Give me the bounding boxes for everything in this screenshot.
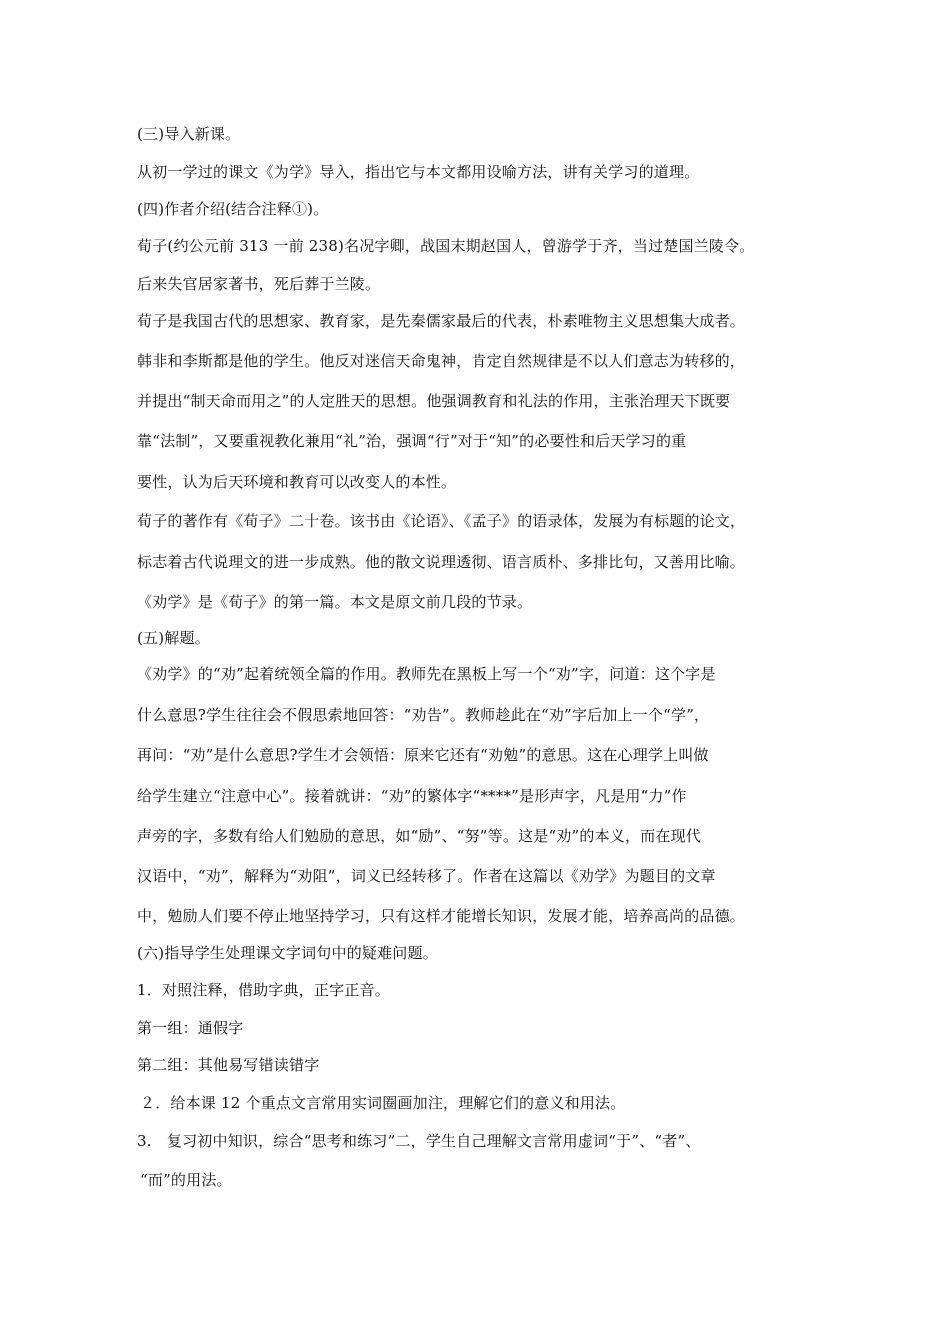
paragraph-line: 给学生建立“注意中心”。接着就讲：“劝”的繁体字“****”是形声字，凡是用“力”作 bbox=[137, 787, 687, 805]
list-item: 1．对照注释，借助字典，正字正音。 bbox=[137, 981, 390, 999]
list-item: 第二组：其他易写错读错字 bbox=[137, 1056, 320, 1074]
paragraph-line: 声旁的字，多数有给人们勉励的意思，如“励”、“努”等。这是“劝”的本义，而在现代 bbox=[137, 827, 702, 845]
heading-guide-students: (六)指导学生处理课文字词句中的疑难问题。 bbox=[137, 944, 438, 962]
paragraph-line: 中，勉励人们要不停止地坚持学习，只有这样才能增长知识，发展才能，培养高尚的品德。 bbox=[137, 907, 746, 925]
paragraph-line: 从初一学过的课文《为学》导入，指出它与本文都用设喻方法，讲有关学习的道理。 bbox=[137, 163, 700, 181]
paragraph-line: 什么意思?学生往往会不假思索地回答：“劝告”。教师趁此在“劝”字后加上一个“学”， bbox=[137, 706, 710, 724]
list-item: 3. 复习初中知识，综合“思考和练习”二，学生自己理解文言常用虚词“于”、“者”、 bbox=[137, 1132, 701, 1150]
list-item: 第一组：通假字 bbox=[137, 1019, 244, 1037]
heading-introduce-lesson: (三)导入新课。 bbox=[137, 125, 241, 143]
paragraph-line: 要性，认为后天环境和教育可以改变人的本性。 bbox=[137, 473, 457, 491]
list-item: “而”的用法。 bbox=[140, 1171, 232, 1189]
paragraph-line: 标志着古代说理文的进一步成熟。他的散文说理透彻、语言质朴、多排比句，又善用比喻。 bbox=[137, 553, 746, 571]
paragraph-line: 汉语中，“劝”，解释为“劝阻”，词义已经转移了。作者在这篇以《劝学》为题目的文章 bbox=[137, 867, 716, 885]
paragraph-line: 韩非和李斯都是他的学生。他反对迷信天命鬼神，肯定自然规律是不以人们意志为转移的， bbox=[137, 352, 746, 370]
paragraph-line: 《劝学》是《荀子》的第一篇。本文是原文前几段的节录。 bbox=[137, 593, 533, 611]
paragraph-line: 荀子(约公元前 313 一前 238)名况字卿，战国末期赵国人，曾游学于齐，当过楚国兰陵令。 bbox=[137, 237, 755, 255]
paragraph-line: 靠“法制”，又要重视教化兼用“礼”治，强调“行”对于“知”的必要性和后天学习的重 bbox=[137, 432, 687, 450]
paragraph-line: 荀子是我国古代的思想家、教育家，是先秦儒家最后的代表，朴素唯物主义思想集大成者。 bbox=[137, 312, 746, 330]
list-item: ２．给本课 12 个重点文言常用实词圈画加注，理解它们的意义和用法。 bbox=[140, 1094, 626, 1112]
heading-explain-title: (五)解题。 bbox=[137, 629, 210, 647]
paragraph-line: 再问：“劝”是什么意思?学生才会领悟：原来它还有“劝勉”的意思。这在心理学上叫做 bbox=[137, 746, 709, 764]
heading-author-intro: (四)作者介绍(结合注释①)。 bbox=[137, 200, 329, 218]
paragraph-line: 并提出“制天命而用之”的人定胜天的思想。他强调教育和礼法的作用，主张治理天下既要 bbox=[137, 392, 731, 410]
paragraph-line: 《劝学》的“劝”起着统领全篇的作用。教师先在黑板上写一个“劝”字，问道：这个字是 bbox=[137, 665, 716, 683]
paragraph-line: 后来失官居家著书，死后葬于兰陵。 bbox=[137, 275, 381, 293]
paragraph-line: 荀子的著作有《荀子》二十卷。该书由《论语》、《孟子》的语录体，发展为有标题的论文， bbox=[137, 512, 746, 530]
